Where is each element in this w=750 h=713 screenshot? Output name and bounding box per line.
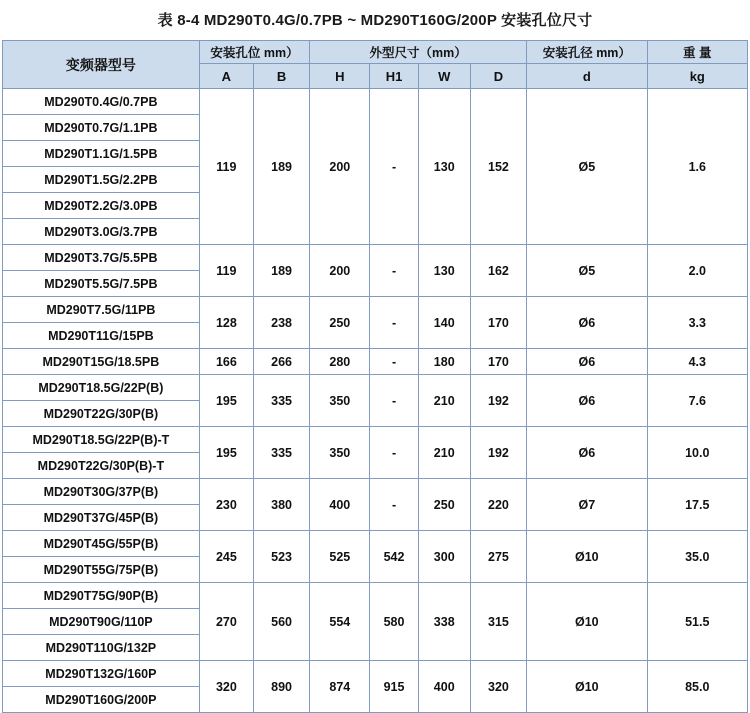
value-weight: 10.0	[647, 427, 747, 479]
value-hole-d: Ø6	[527, 427, 647, 479]
value-weight: 1.6	[647, 89, 747, 245]
value-w: 210	[418, 375, 470, 427]
column-header-weight: 重 量	[647, 41, 747, 64]
value-a: 195	[199, 427, 253, 479]
model-name: MD290T0.4G/0.7PB	[3, 89, 200, 115]
value-h: 200	[310, 245, 370, 297]
model-name: MD290T45G/55P(B)	[3, 531, 200, 557]
model-name: MD290T11G/15PB	[3, 323, 200, 349]
model-name: MD290T3.0G/3.7PB	[3, 219, 200, 245]
value-b: 335	[253, 375, 309, 427]
value-a: 119	[199, 89, 253, 245]
value-h1: -	[370, 349, 418, 375]
value-h1: -	[370, 297, 418, 349]
column-group-hole-diameter: 安装孔径 mm）	[527, 41, 647, 64]
value-hole-d: Ø6	[527, 349, 647, 375]
model-name: MD290T2.2G/3.0PB	[3, 193, 200, 219]
value-d: 192	[470, 427, 526, 479]
column-header-h1: H1	[370, 64, 418, 89]
column-header-a: A	[199, 64, 253, 89]
value-b: 189	[253, 89, 309, 245]
model-name: MD290T22G/30P(B)	[3, 401, 200, 427]
value-h1: 915	[370, 661, 418, 713]
value-b: 238	[253, 297, 309, 349]
value-d: 220	[470, 479, 526, 531]
model-name: MD290T18.5G/22P(B)	[3, 375, 200, 401]
value-h1: -	[370, 89, 418, 245]
value-h: 525	[310, 531, 370, 583]
model-name: MD290T22G/30P(B)-T	[3, 453, 200, 479]
value-h1: 542	[370, 531, 418, 583]
value-hole-d: Ø6	[527, 297, 647, 349]
value-d: 275	[470, 531, 526, 583]
model-name: MD290T55G/75P(B)	[3, 557, 200, 583]
value-h1: 580	[370, 583, 418, 661]
value-h: 874	[310, 661, 370, 713]
value-w: 130	[418, 245, 470, 297]
value-weight: 51.5	[647, 583, 747, 661]
value-h: 200	[310, 89, 370, 245]
value-a: 119	[199, 245, 253, 297]
value-b: 266	[253, 349, 309, 375]
column-header-w: W	[418, 64, 470, 89]
table-header	[3, 41, 748, 89]
value-hole-d: Ø7	[527, 479, 647, 531]
model-name: MD290T0.7G/1.1PB	[3, 115, 200, 141]
column-header-d: D	[470, 64, 526, 89]
model-name: MD290T7.5G/11PB	[3, 297, 200, 323]
header-row-top	[3, 41, 748, 64]
table-row	[3, 297, 748, 323]
value-a: 320	[199, 661, 253, 713]
value-h1: -	[370, 245, 418, 297]
table-row	[3, 375, 748, 401]
table-row	[3, 245, 748, 271]
model-name: MD290T15G/18.5PB	[3, 349, 200, 375]
value-h1: -	[370, 427, 418, 479]
table-body	[3, 89, 748, 713]
value-b: 380	[253, 479, 309, 531]
value-d: 162	[470, 245, 526, 297]
value-h: 350	[310, 375, 370, 427]
value-b: 560	[253, 583, 309, 661]
model-name: MD290T160G/200P	[3, 687, 200, 713]
value-weight: 3.3	[647, 297, 747, 349]
model-name: MD290T1.5G/2.2PB	[3, 167, 200, 193]
value-h: 554	[310, 583, 370, 661]
value-weight: 4.3	[647, 349, 747, 375]
value-h1: -	[370, 375, 418, 427]
value-hole-d: Ø5	[527, 89, 647, 245]
value-d: 152	[470, 89, 526, 245]
value-weight: 85.0	[647, 661, 747, 713]
value-b: 335	[253, 427, 309, 479]
value-h: 280	[310, 349, 370, 375]
value-w: 210	[418, 427, 470, 479]
value-d: 315	[470, 583, 526, 661]
value-w: 338	[418, 583, 470, 661]
value-h: 400	[310, 479, 370, 531]
value-w: 140	[418, 297, 470, 349]
table-row	[3, 583, 748, 609]
value-d: 170	[470, 297, 526, 349]
value-a: 230	[199, 479, 253, 531]
value-weight: 7.6	[647, 375, 747, 427]
column-header-weight-unit: kg	[647, 64, 747, 89]
value-a: 245	[199, 531, 253, 583]
table-row	[3, 661, 748, 687]
model-name: MD290T132G/160P	[3, 661, 200, 687]
value-a: 270	[199, 583, 253, 661]
value-hole-d: Ø6	[527, 375, 647, 427]
table-row	[3, 89, 748, 115]
value-hole-d: Ø5	[527, 245, 647, 297]
column-group-mounting-holes: 安装孔位 mm）	[199, 41, 309, 64]
column-header-model: 变频器型号	[3, 41, 200, 89]
value-d: 320	[470, 661, 526, 713]
value-h1: -	[370, 479, 418, 531]
value-weight: 35.0	[647, 531, 747, 583]
model-name: MD290T5.5G/7.5PB	[3, 271, 200, 297]
value-a: 166	[199, 349, 253, 375]
value-hole-d: Ø10	[527, 531, 647, 583]
value-a: 195	[199, 375, 253, 427]
value-w: 250	[418, 479, 470, 531]
table-caption: 表 8-4 MD290T0.4G/0.7PB ~ MD290T160G/200P 安装孔位尺寸	[157, 12, 593, 29]
value-weight: 17.5	[647, 479, 747, 531]
value-b: 523	[253, 531, 309, 583]
column-header-d-hole: d	[527, 64, 647, 89]
column-header-b: B	[253, 64, 309, 89]
dimensions-table	[2, 40, 748, 713]
model-name: MD290T3.7G/5.5PB	[3, 245, 200, 271]
value-weight: 2.0	[647, 245, 747, 297]
value-w: 180	[418, 349, 470, 375]
value-w: 400	[418, 661, 470, 713]
table-row	[3, 479, 748, 505]
model-name: MD290T37G/45P(B)	[3, 505, 200, 531]
value-hole-d: Ø10	[527, 661, 647, 713]
value-w: 130	[418, 89, 470, 245]
model-name: MD290T75G/90P(B)	[3, 583, 200, 609]
table-row	[3, 531, 748, 557]
model-name: MD290T110G/132P	[3, 635, 200, 661]
value-hole-d: Ø10	[527, 583, 647, 661]
value-d: 192	[470, 375, 526, 427]
model-name: MD290T18.5G/22P(B)-T	[3, 427, 200, 453]
value-b: 189	[253, 245, 309, 297]
value-h: 350	[310, 427, 370, 479]
model-name: MD290T90G/110P	[3, 609, 200, 635]
column-header-h: H	[310, 64, 370, 89]
table-row	[3, 427, 748, 453]
value-a: 128	[199, 297, 253, 349]
model-name: MD290T30G/37P(B)	[3, 479, 200, 505]
value-h: 250	[310, 297, 370, 349]
value-w: 300	[418, 531, 470, 583]
value-b: 890	[253, 661, 309, 713]
table-row	[3, 349, 748, 375]
model-name: MD290T1.1G/1.5PB	[3, 141, 200, 167]
column-group-outline-dimensions: 外型尺寸（mm）	[310, 41, 527, 64]
value-d: 170	[470, 349, 526, 375]
